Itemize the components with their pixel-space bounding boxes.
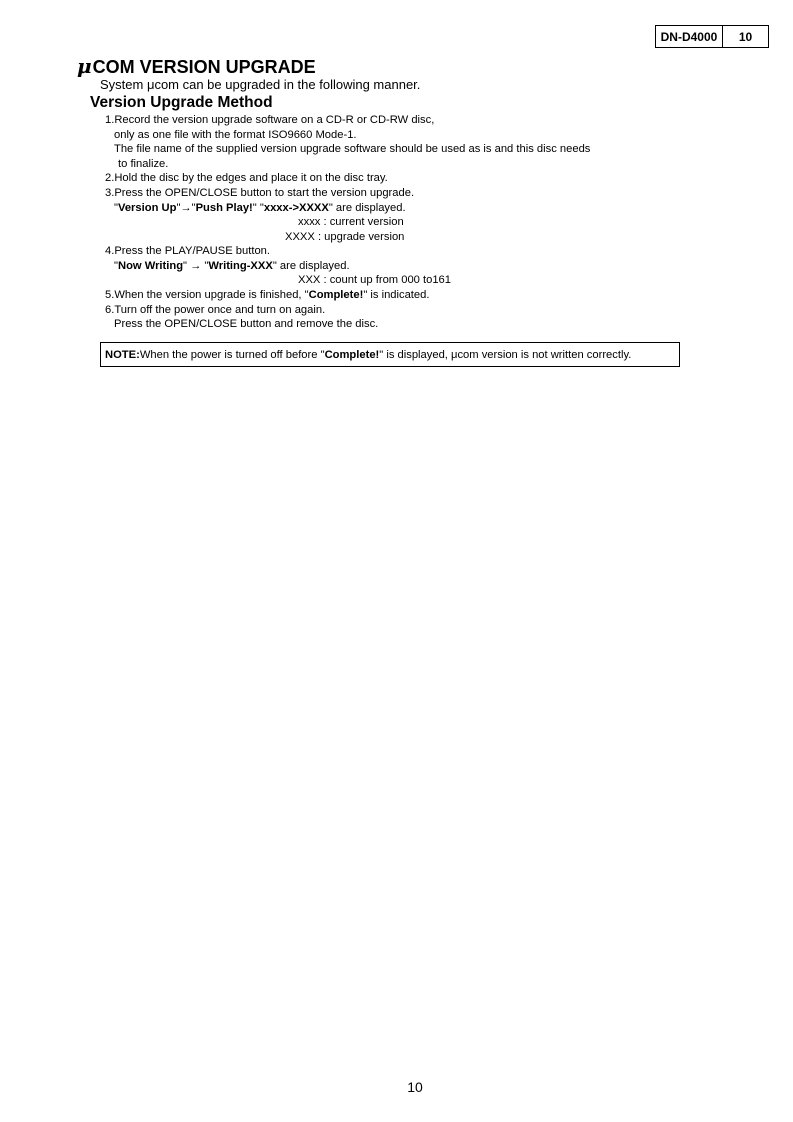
step-3-display: "Version Up"→"Push Play!" "xxxx->XXXX" are displayed. [114,202,406,214]
note-box: NOTE: When the power is turned off before " Complete! " is displayed, μcom version is not written correctly. [100,342,680,367]
intro-text: System μcom can be upgraded in the following manner. [100,77,421,92]
header-page-number: 10 [738,29,753,44]
step-1-line-3: The file name of the supplied version upgrade software should be used as is and this disc needs [114,143,591,155]
step-4-display: "Now Writing" → "Writing-XXX" are displayed. [114,260,350,272]
step-1-line-2: only as one file with the format ISO9660 Mode-1. [114,129,357,141]
page-title [77,54,316,78]
step-2: 2.Hold the disc by the edges and place it on the disc tray. [105,172,388,184]
step-5: 5.When the version upgrade is finished, "Complete!" is indicated. [105,289,430,301]
note-label: NOTE: [105,348,140,361]
step-3: 3.Press the OPEN/CLOSE button to start the version upgrade. [105,187,415,199]
step-3-note-1: xxxx : current version [298,216,404,228]
model-number: DN-D4000 [656,26,723,47]
step-3-note-2: XXXX : upgrade version [285,231,405,243]
step-1-line-1: 1.Record the version upgrade software on a CD-R or CD-RW disc, [105,114,435,126]
mu-symbol: μ [77,54,92,78]
step-6-line-1: 6.Turn off the power once and turn on again. [105,304,326,316]
step-1-line-4: to finalize. [118,158,169,170]
step-4-note: XXX : count up from 000 to161 [298,274,451,286]
step-6-line-2: Press the OPEN/CLOSE button and remove the disc. [114,318,379,330]
header-model-box [655,25,769,48]
section-heading: Version Upgrade Method [90,94,273,111]
footer-page-number: 10 [407,1079,423,1095]
title-text: COM VERSION UPGRADE [92,57,316,77]
step-4: 4.Press the PLAY/PAUSE button. [105,245,270,257]
